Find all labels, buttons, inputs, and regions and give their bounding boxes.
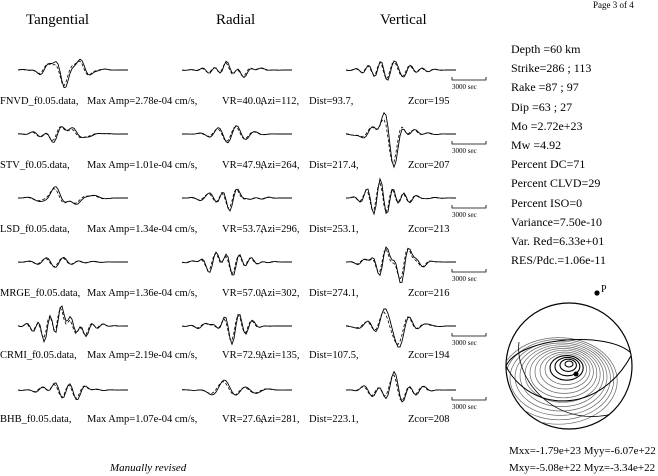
station-dist: Dist=93.7, [309,96,354,107]
station-azi: Azi=296, [260,224,300,235]
time-scale-bar [452,77,486,80]
station-zcor: Zcor=207 [408,160,450,171]
time-scale-label: 3000 sec [452,403,477,411]
synthetic-waveform [182,382,292,395]
observed-waveform [346,113,456,167]
time-scale-label: 3000 sec [452,211,477,219]
station-amp: Max Amp=1.36e-04 cm/s, [87,288,198,299]
parameter-line: Percent DC=71 [511,157,586,172]
parameter-line: Rake =87 ; 97 [511,80,579,95]
observed-waveform [18,187,128,205]
p-axis-label: P [601,284,607,295]
station-amp: Max Amp=1.07e-04 cm/s, [87,414,198,425]
parameter-line: Var. Red=6.33e+01 [511,234,605,248]
station-vr: VR=47.9, [222,160,264,171]
station-file: BHB_f0.05.data, [0,414,72,425]
synthetic-waveform [182,253,292,274]
observed-waveform [18,59,128,87]
station-dist: Dist=217.4, [309,160,359,171]
parameter-line: Percent ISO=0 [511,195,583,210]
observed-waveform [18,127,128,143]
time-scale-bar [452,269,486,272]
station-dist: Dist=253.1, [309,224,359,235]
station-amp: Max Amp=1.01e-04 cm/s, [87,160,198,171]
observed-waveform [182,380,292,395]
station-dist: Dist=223.1, [309,414,359,425]
station-file: CRMI_f0.05.data, [0,350,77,361]
p-axis-marker [594,290,599,295]
synthetic-waveform [18,61,128,85]
moment-line-1: Mxx=-1.79e+23 Myy=-6.07e+22 [509,445,656,457]
station-zcor: Zcor=213 [408,224,450,235]
station-zcor: Zcor=216 [408,288,450,299]
station-amp: Max Amp=2.78e-04 cm/s, [87,96,198,107]
time-scale-bar [452,333,486,336]
component-title-vertical: Vertical [380,12,427,28]
station-file: FNVD_f0.05.data, [0,96,79,107]
observed-waveform [18,306,128,342]
moment-line-2: Mxy=-5.08e+22 Myz=-3.34e+22 [509,462,656,474]
manual-revised-note: Manually revised [110,462,187,474]
time-scale-label: 3000 sec [452,83,477,91]
t-axis-marker [574,372,579,377]
station-vr: VR=27.6, [222,414,264,425]
station-file: LSD_f0.05.data, [0,224,70,235]
observed-waveform [182,315,292,345]
station-vr: VR=53.7, [222,224,264,235]
parameter-line: Depth =60 km [511,42,581,56]
synthetic-waveform [18,189,128,204]
parameter-line: Dip =63 ; 27 [511,99,573,114]
time-scale-label: 3000 sec [452,339,477,347]
observed-waveform [346,61,456,80]
time-scale-bar [452,397,486,400]
station-amp: Max Amp=1.34e-04 cm/s, [87,224,198,235]
station-azi: Azi=135, [260,350,300,361]
time-scale-label: 3000 sec [452,147,477,155]
time-scale-bar [452,141,486,144]
parameter-line: Mo =2.72e+23 [511,118,583,133]
time-scale-label: 3000 sec [452,275,477,283]
station-amp: Max Amp=2.19e-04 cm/s, [87,350,198,361]
beachball-outline [506,303,632,429]
station-zcor: Zcor=208 [408,414,450,425]
station-azi: Azi=112, [260,96,300,107]
parameter-line: RES/Pdc.=1.06e-11 [511,253,606,268]
station-azi: Azi=302, [260,288,300,299]
synthetic-waveform [346,375,456,401]
station-dist: Dist=107.5, [309,350,359,361]
station-zcor: Zcor=195 [408,96,450,107]
parameter-line: Mw =4.92 [511,138,562,152]
page-number: Page 3 of 4 [593,0,634,10]
station-vr: VR=40.0, [222,96,264,107]
station-azi: Azi=281, [260,414,300,425]
observed-waveform [346,309,456,347]
synthetic-waveform [182,127,292,142]
station-file: MRGE_f0.05.data, [0,288,81,299]
station-vr: VR=72.9, [222,350,264,361]
station-file: STV_f0.05.data, [0,160,70,171]
focal-mechanism-beachball [499,282,639,442]
observed-waveform [182,252,292,275]
component-title-radial: Radial [216,12,256,28]
station-azi: Azi=264, [260,160,300,171]
component-title-tangential: Tangential [26,12,90,28]
station-vr: VR=57.0, [222,288,264,299]
synthetic-waveform [346,312,456,344]
synthetic-waveform [182,315,292,341]
station-zcor: Zcor=194 [408,350,450,361]
time-scale-bar [452,205,486,208]
parameter-line: Percent CLVD=29 [511,176,601,191]
parameter-line: Strike=286 ; 113 [511,61,592,76]
synthetic-waveform [346,119,456,162]
synthetic-waveform [346,248,456,279]
synthetic-waveform [346,182,456,213]
parameter-line: Variance=7.50e-10 [511,214,603,229]
station-dist: Dist=274.1, [309,288,359,299]
